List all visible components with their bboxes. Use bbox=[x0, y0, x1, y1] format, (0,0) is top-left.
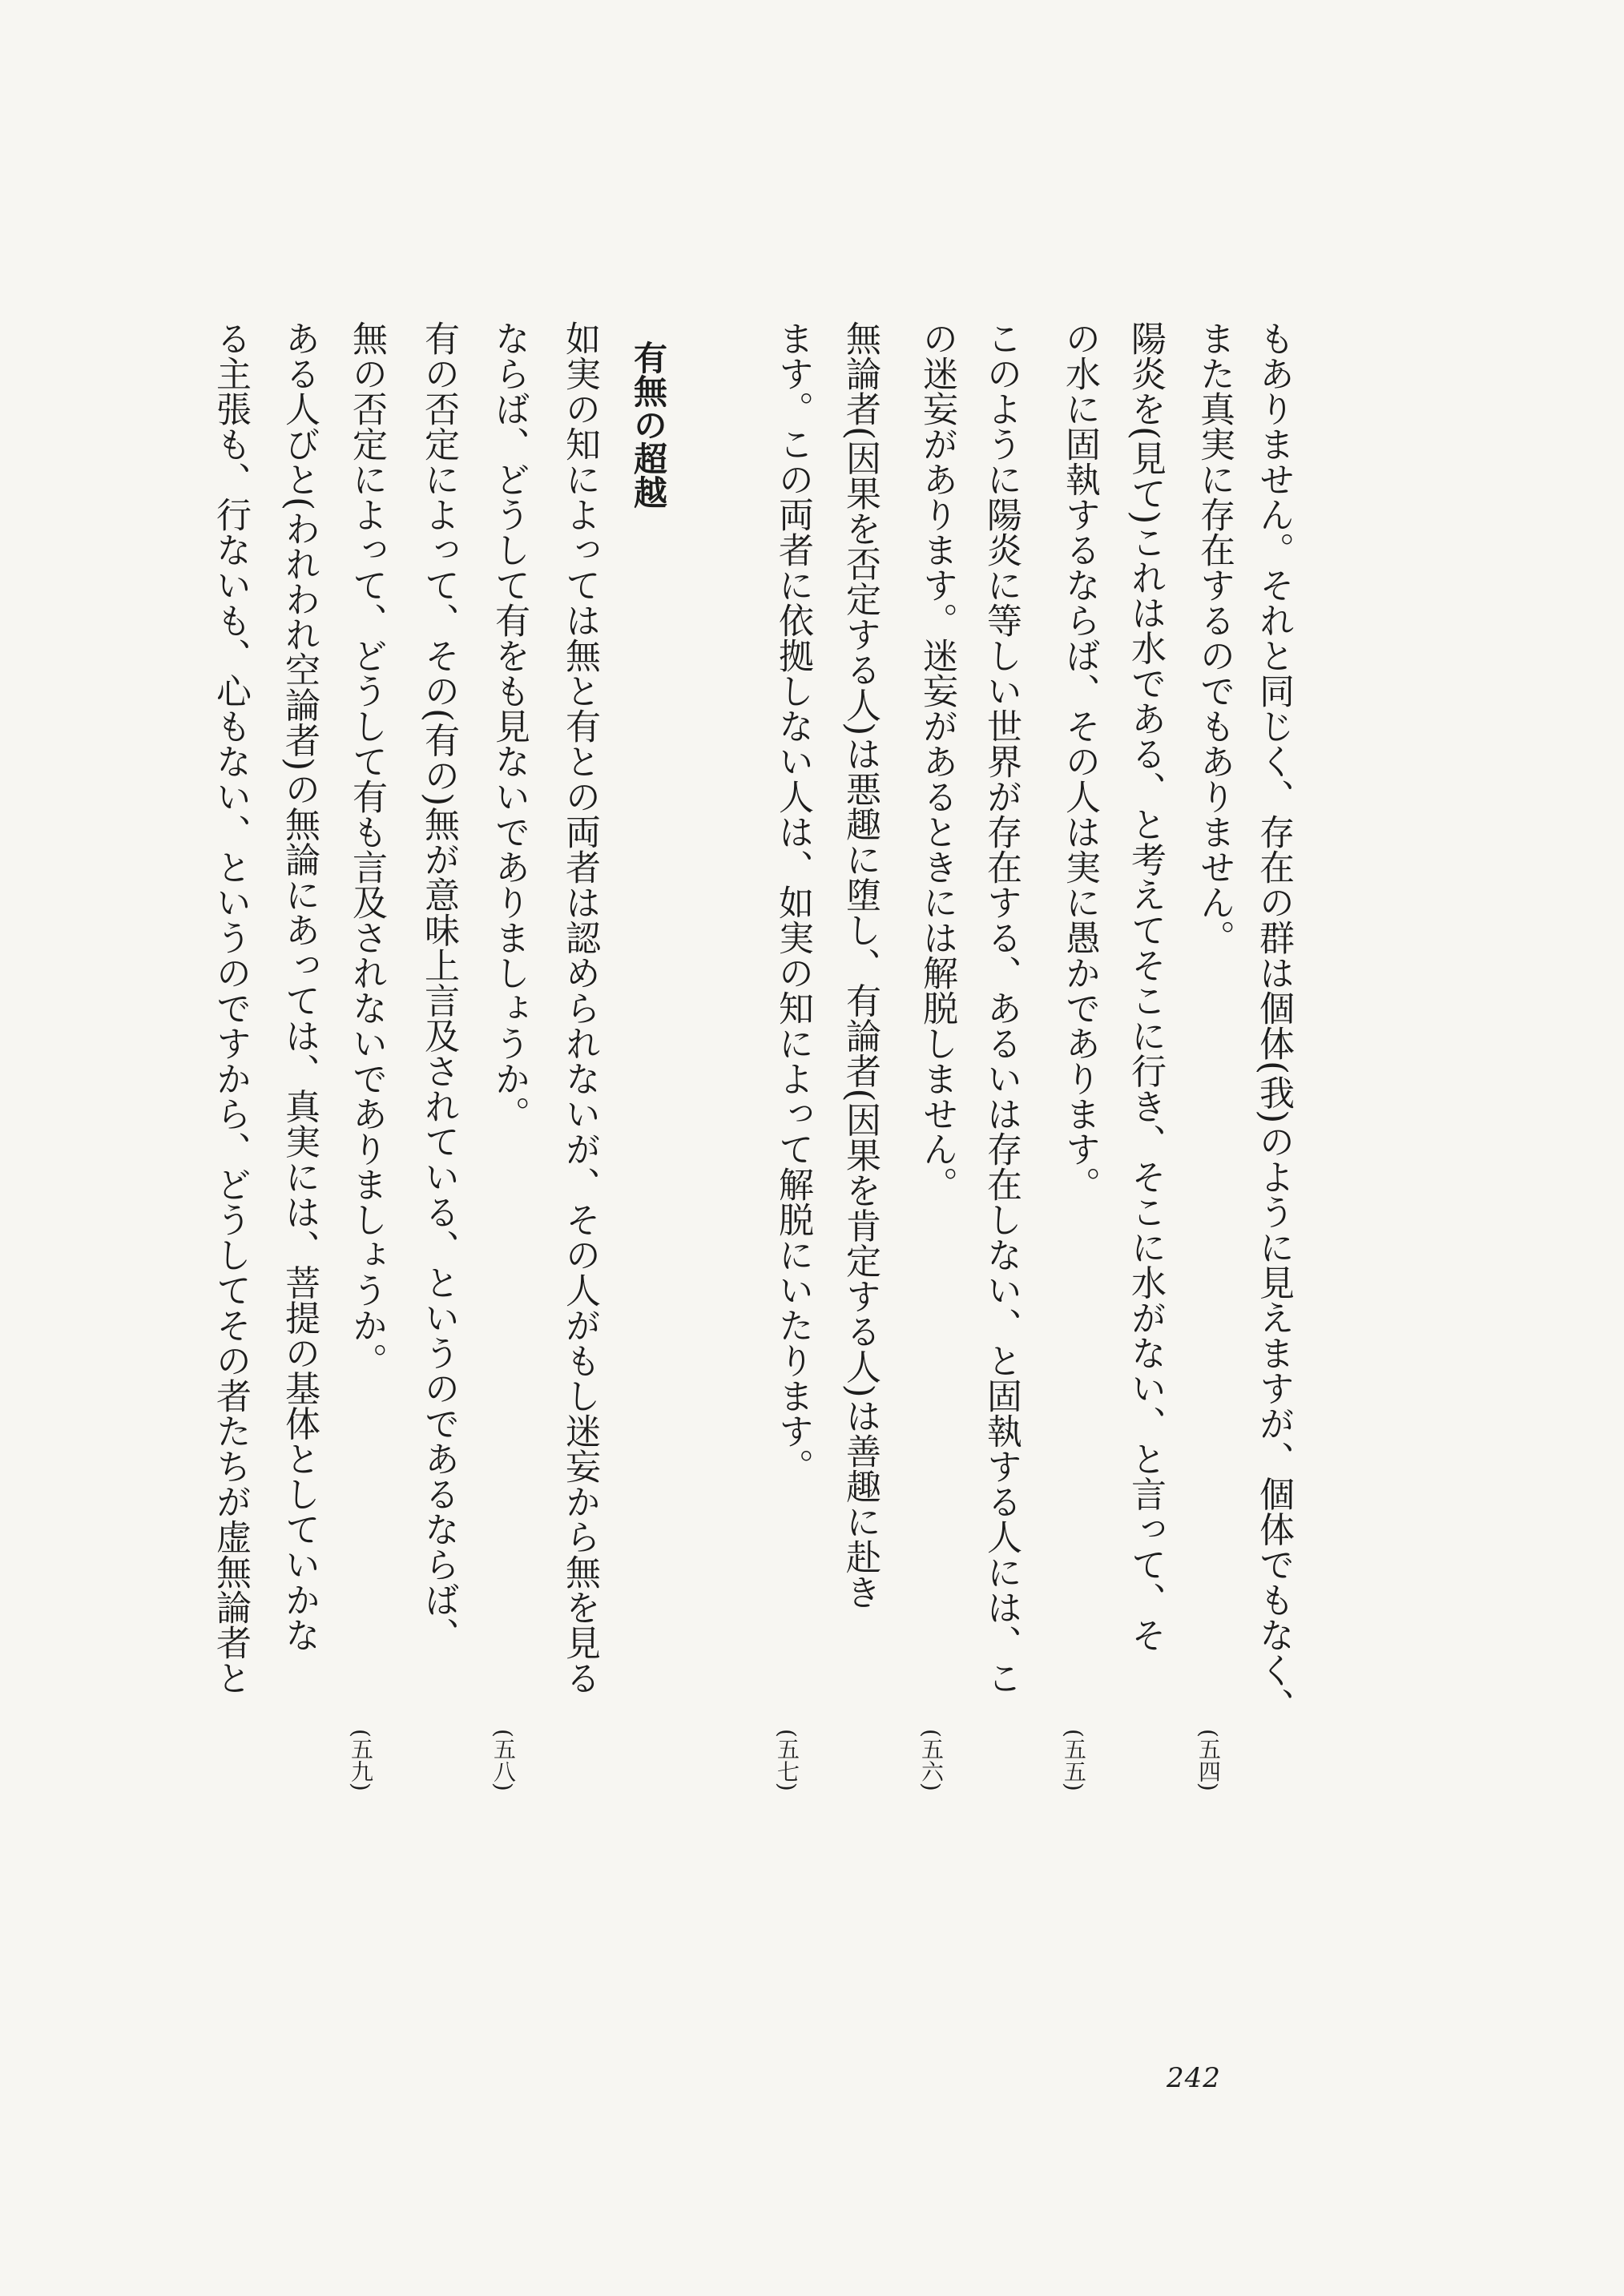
text-line: の迷妄があります。迷妄があるときには解脱しません。 bbox=[917, 320, 957, 1202]
verse-number: (五五) bbox=[1061, 1729, 1087, 1791]
text-line: また真実に存在するのでもありません。 bbox=[1194, 320, 1235, 955]
page-number: 242 bbox=[1167, 2062, 1221, 2094]
text-line: このように陽炎に等しい世界が存在する、あるいは存在しない、と固執する人には、こ bbox=[981, 320, 1022, 1695]
text-line: 無の否定によって、どうして有も言及されないでありましょうか。 bbox=[346, 320, 387, 1378]
text-line: 陽炎を(見て)これは水である、と考えてそこに行き、そこに水がない、と言って、そ bbox=[1125, 320, 1166, 1653]
verse-number: (五九) bbox=[348, 1729, 374, 1791]
verse-number: (五七) bbox=[774, 1729, 800, 1791]
verse-number: (五六) bbox=[918, 1729, 945, 1791]
text-line: る主張も、行ないも、心もない、というのですから、どうしてその者たちが虚無論者と bbox=[210, 320, 251, 1695]
text-line: ます。この両者に依拠しない人は、如実の知によって解脱にいたります。 bbox=[772, 320, 813, 1484]
section-heading: 有無の超越 bbox=[629, 340, 668, 509]
text-line: もありません。それと同じく、存在の群は個体(我)のように見えますが、個体でもなく、 bbox=[1253, 320, 1294, 1723]
text-line: ある人びと(われわれ空論者)の無論にあっては、真実には、菩提の基体としていかな bbox=[279, 320, 320, 1653]
text-line: 有の否定によって、その(有の)無が意味上言及されている、というのであるならば、 bbox=[418, 320, 459, 1653]
verse-number: (五八) bbox=[490, 1729, 517, 1791]
verse-number: (五四) bbox=[1195, 1729, 1222, 1791]
text-line: 無論者(因果を否定する人)は悪趣に堕し、有論者(因果を肯定する人)は善趣に赴き bbox=[840, 320, 881, 1609]
text-line: 如実の知によっては無と有との両者は認められないが、その人がもし迷妄から無を見る bbox=[559, 320, 600, 1695]
text-line: の水に固執するならば、その人は実に愚かであります。 bbox=[1059, 320, 1100, 1202]
text-line: ならば、どうして有をも見ないでありましょうか。 bbox=[489, 320, 530, 1131]
